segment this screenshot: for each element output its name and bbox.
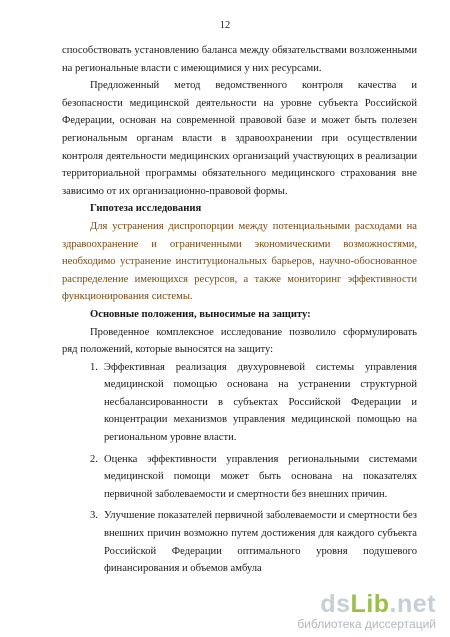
list-item xyxy=(62,451,417,504)
watermark-subtitle: библиотека диссертаций xyxy=(297,617,436,631)
watermark-logo xyxy=(286,591,436,617)
list-item xyxy=(62,507,417,577)
watermark-logo-lib: Lib xyxy=(350,590,390,618)
list-item-text: Эффективная реализация двухуровневой системы управления медицинской помощью основана на устранении структурной несбалансированности в субъектах Российской Федерации и концентрации механизмов управления медицинской помощью на региональном уровне власти. xyxy=(104,361,417,444)
paragraph-method: Предложенный метод ведомственного контроля качества и безопасности медицинской деятельности на уровне субъекта Российской Федерации, основан на современной правовой базе и может быть полезен региональным органам власти в здравоохранении при осуществлении контроля деятельности медицинских организаций участвующих в реализации территориальной программы обязательного медицинского страхования вне зависимо от их организационно-правовой формы. xyxy=(62,80,417,197)
page-number: 12 xyxy=(219,20,231,31)
theses-intro: Проведенное комплексное исследование позволило сформулировать ряд положений, которые выносятся на защиту: xyxy=(62,326,417,356)
dslib-watermark xyxy=(286,591,436,631)
list-item-text: Улучшение показателей первичной заболеваемости и смертности без внешних причин возможно путем достижения для каждого субъекта Российской Федерации оптимального уровня подушевого финансирования и объемов амбула xyxy=(104,510,417,575)
theses-list xyxy=(62,359,417,578)
watermark-logo-ds: ds xyxy=(320,590,351,618)
list-item-number: 3. xyxy=(90,510,98,522)
watermark-logo-net: .net xyxy=(389,590,436,618)
paragraph-continuation: способствовать установлению баланса между обязательствами возложенными на региональные власти с имеющимися у них ресурсами. xyxy=(62,45,417,74)
theses-heading: Основные положения, выносимые на защиту: xyxy=(90,308,311,320)
list-item-number: 1. xyxy=(90,361,98,373)
document-body xyxy=(62,42,417,578)
hypothesis-text: Для устранения диспропорции между потенциальными расходами на здравоохранение и ограниченными экономическими возможностями, необходимо устранение институциональных барьеров, научно-обоснованное распределение имеющихся ресурсов, а также мониторинг эффективности функционирования системы. xyxy=(62,220,417,303)
hypothesis-heading: Гипотеза исследования xyxy=(90,203,202,215)
list-item-text: Оценка эффективности управления региональными системами медицинской помощи может быть основана на показателях первичной заболеваемости и смертности без внешних причин. xyxy=(104,453,417,500)
list-item xyxy=(62,359,417,447)
list-item-number: 2. xyxy=(90,453,98,465)
